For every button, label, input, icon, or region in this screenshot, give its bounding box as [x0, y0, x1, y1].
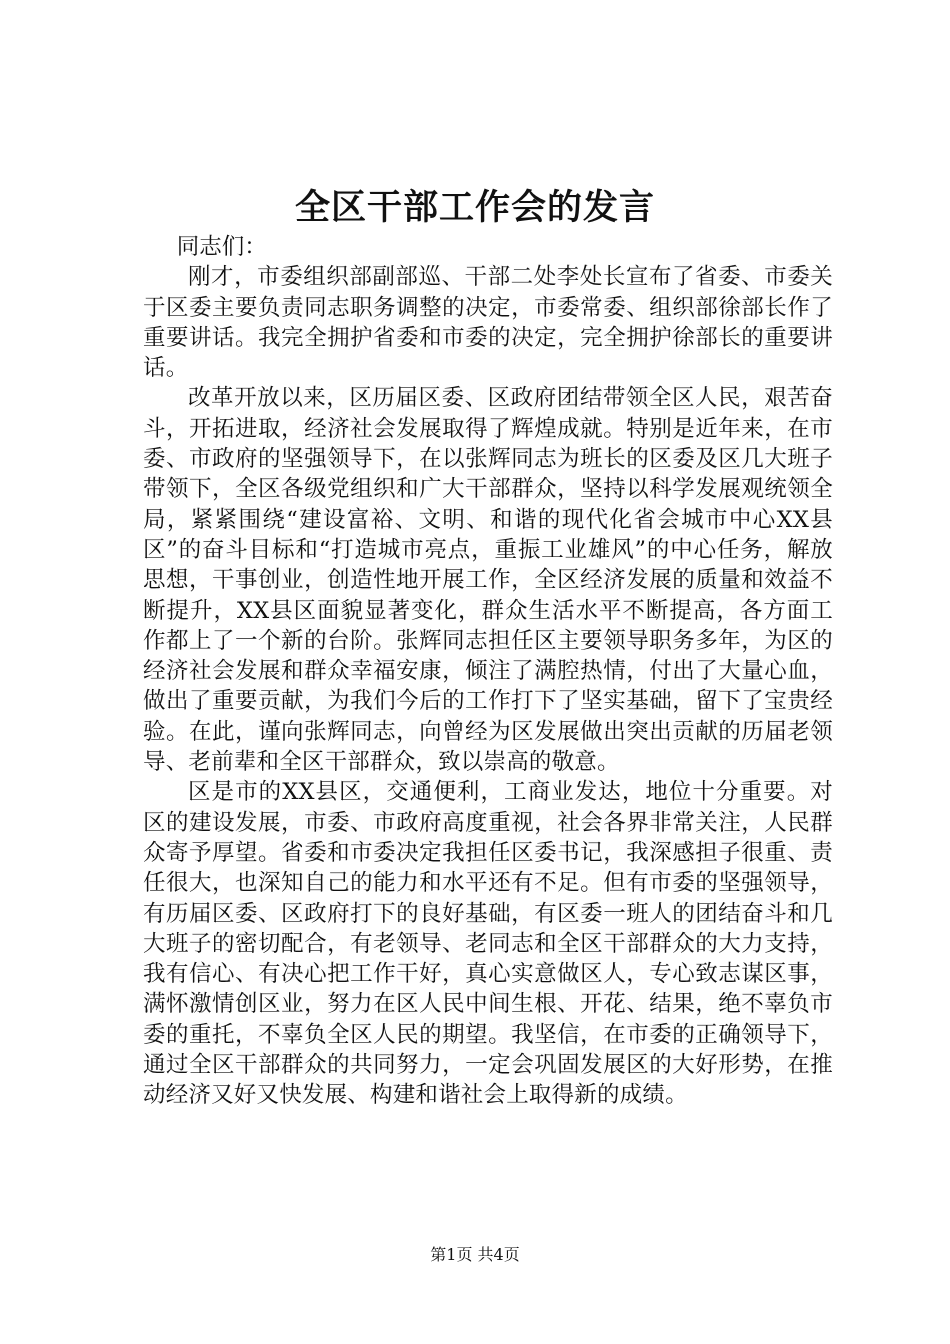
paragraph-1: 刚才，市委组织部副部巡、干部二处李处长宣布了省委、市委关于区委主要负责同志职务调整的决定，市委常委、组织部徐部长作了重要讲话。我完全拥护省委和市委的决定，完全拥护徐部长的重要讲话。	[143, 264, 833, 382]
document-body	[143, 232, 833, 1111]
document-title: 全区干部工作会的发言	[294, 187, 655, 228]
paragraph-2: 改革开放以来，区历届区委、区政府团结带领全区人民，艰苦奋斗，开拓进取，经济社会发展取得了辉煌成就。特别是近年来，在市委、市政府的坚强领导下，在以张辉同志为班长的区委及区几大班子带领下，全区各级党组织和广大干部群众，坚持以科学发展观统领全局，紧紧围绕“建设富裕、文明、和谐的现代化省会城市中心XX县区”的奋斗目标和“打造城市亮点，重振工业雄风”的中心任务，解放思想，干事创业，创造性地开展工作，全区经济发展的质量和效益不断提升，XX县区面貌显著变化，群众生活水平不断提高，各方面工作都上了一个新的台阶。张辉同志担任区主要领导职务多年，为区的经济社会发展和群众幸福安康，倾注了满腔热情，付出了大量心血，做出了重要贡献，为我们今后的工作打下了坚实基础，留下了宝贵经验。在此，谨向张辉同志，向曾经为区发展做出突出贡献的历届老领导、老前辈和全区干部群众，致以崇高的敬意。	[143, 385, 833, 776]
salutation: 同志们：	[176, 234, 267, 260]
page-indicator: 第1页 共4页	[430, 1245, 520, 1264]
paragraph-3: 区是市的XX县区，交通便利，工商业发达，地位十分重要。对区的建设发展，市委、市政府高度重视，社会各界非常关注，人民群众寄予厚望。省委和市委决定我担任区委书记，我深感担子很重、责任很大，也深知自己的能力和水平还有不足。但有市委的坚强领导，有历届区委、区政府打下的良好基础，有区委一班人的团结奋斗和几大班子的密切配合，有老领导、老同志和全区干部群众的大力支持，我有信心、有决心把工作干好，真心实意做区人，专心致志谋区事，满怀激情创区业，努力在区人民中间生根、开花、结果，绝不辜负市委的重托，不辜负全区人民的期望。我坚信，在市委的正确领导下，通过全区干部群众的共同努力，一定会巩固发展区的大好形势，在推动经济又好又快发展、构建和谐社会上取得新的成绩。	[143, 779, 833, 1109]
